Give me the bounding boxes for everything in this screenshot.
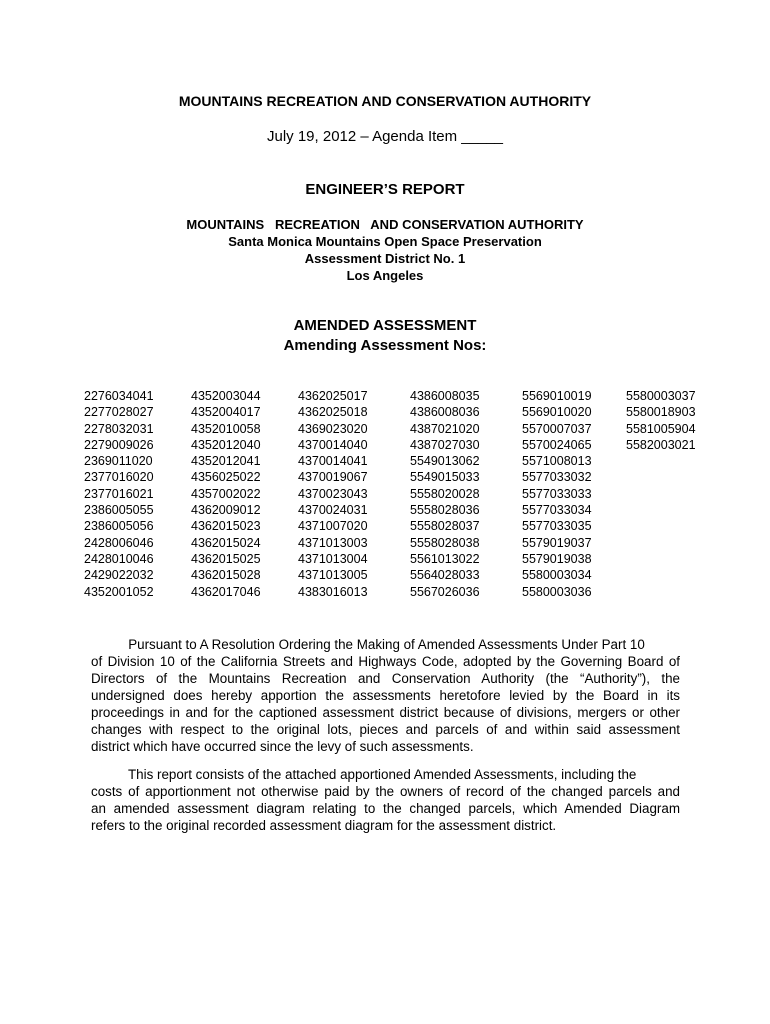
assessment-column xyxy=(410,388,480,600)
district-location-line: Los Angeles xyxy=(346,268,424,283)
assessment-number: 5570007037 xyxy=(522,421,592,436)
assessment-number: 5569010019 xyxy=(522,389,592,403)
assessment-column xyxy=(626,388,696,453)
assessment-number: 5577033035 xyxy=(522,519,592,534)
amended-assessment-heading xyxy=(0,316,770,356)
org-title: MOUNTAINS RECREATION AND CONSERVATION AUTHORITY xyxy=(178,93,592,109)
assessment-number: 5558028038 xyxy=(410,535,480,550)
assessment-number: 4352012041 xyxy=(191,454,261,469)
paragraph-line: costs of apportionment not otherwise paid by the owners of record of the changed parcels and xyxy=(91,784,680,799)
assessment-number: 4352012040 xyxy=(191,437,261,452)
assessment-number: 5549015033 xyxy=(410,470,480,485)
assessment-number: 4386008035 xyxy=(410,389,480,403)
paragraph-line: district which have occurred since the levy of such assessments. xyxy=(91,739,474,754)
assessment-number: 4362015023 xyxy=(191,519,261,534)
paragraph-line: refers to the original recorded assessment diagram for the assessment district. xyxy=(91,818,557,833)
assessment-number: 4362009012 xyxy=(191,503,261,518)
assessment-column xyxy=(191,388,261,600)
assessment-number: 5580003037 xyxy=(626,389,696,403)
assessment-column xyxy=(522,388,592,600)
assessment-number: 4371013005 xyxy=(298,568,368,583)
assessment-number: 4387027030 xyxy=(410,437,480,452)
assessment-number: 5580018903 xyxy=(626,405,696,420)
assessment-number: 5561013022 xyxy=(410,551,480,566)
assessment-number: 2377016021 xyxy=(84,486,154,501)
assessment-number: 4352003044 xyxy=(191,389,261,403)
report-title: ENGINEER’S REPORT xyxy=(305,181,465,198)
assessment-number: 4357002022 xyxy=(191,486,261,501)
assessment-number: 4356025022 xyxy=(191,470,261,485)
assessment-number: 2369011020 xyxy=(84,454,153,469)
assessment-number: 4362015028 xyxy=(191,568,261,583)
assessment-number: 2386005056 xyxy=(84,519,154,534)
assessment-number: 5569010020 xyxy=(522,405,592,420)
assessment-number: 4362025018 xyxy=(298,405,368,420)
assessment-number: 5564028033 xyxy=(410,568,480,583)
assessment-number: 2276034041 xyxy=(84,389,154,403)
assessment-number: 2386005055 xyxy=(84,503,154,518)
assessment-number: 2279009026 xyxy=(84,437,154,452)
assessment-column xyxy=(84,388,154,600)
assessment-number: 4383016013 xyxy=(298,584,368,599)
assessment-number: 4362015024 xyxy=(191,535,261,550)
assessment-number: 5558028036 xyxy=(410,503,480,518)
assessment-number: 4352001052 xyxy=(84,584,154,599)
assessment-number: 4370024031 xyxy=(298,503,368,518)
assessment-number: 4352010058 xyxy=(191,421,261,436)
district-program-line: Santa Monica Mountains Open Space Preservation xyxy=(228,234,542,249)
assessment-number: 4371013003 xyxy=(298,535,368,550)
paragraph-line: This report consists of the attached apportioned Amended Assessments, including the xyxy=(91,767,637,782)
paragraph-line: Directors of the Mountains Recreation and Conservation Authority (the “Authority”), the xyxy=(91,671,680,686)
district-info-block xyxy=(0,216,770,284)
assessment-number: 5558020028 xyxy=(410,486,480,501)
assessment-column xyxy=(298,388,368,600)
paragraph-line: undersigned does hereby apportion the assessments heretofore levied by the Board in its xyxy=(91,688,680,703)
assessment-number: 4370019067 xyxy=(298,470,368,485)
assessment-number: 5577033033 xyxy=(522,486,592,501)
assessment-number: 4371013004 xyxy=(298,551,368,566)
assessment-number: 5579019038 xyxy=(522,551,592,566)
assessment-number: 4362015025 xyxy=(191,551,261,566)
assessment-number: 5579019037 xyxy=(522,535,592,550)
assessment-number: 4387021020 xyxy=(410,421,480,436)
assessment-number: 5580003034 xyxy=(522,568,592,583)
assessment-number: 4370014041 xyxy=(298,454,368,469)
assessment-number: 2278032031 xyxy=(84,421,154,436)
assessment-number: 5567026036 xyxy=(410,584,480,599)
assessment-number: 5570024065 xyxy=(522,437,592,452)
paragraph-line: changes with respect to the original lots, pieces and parcels of and within said assessment xyxy=(91,722,680,737)
assessment-number: 4362025017 xyxy=(298,389,368,403)
assessment-number: 5549013062 xyxy=(410,454,480,469)
meeting-agenda-line: July 19, 2012 – Agenda Item _____ xyxy=(266,128,503,145)
assessment-number: 2428010046 xyxy=(84,551,154,566)
assessment-number: 2377016020 xyxy=(84,470,154,485)
district-number-line: Assessment District No. 1 xyxy=(304,251,466,266)
assessment-number: 4362017046 xyxy=(191,584,261,599)
paragraph-resolution xyxy=(91,636,680,755)
paragraph-line: of Division 10 of the California Streets and Highways Code, adopted by the Governing Board of xyxy=(91,654,680,669)
assessment-number: 4370014040 xyxy=(298,437,368,452)
assessment-number: 5580003036 xyxy=(522,584,592,599)
assessment-number: 5582003021 xyxy=(626,437,696,452)
assessment-number: 5558028037 xyxy=(410,519,480,534)
assessment-number: 2428006046 xyxy=(84,535,154,550)
paragraph-report-contents xyxy=(91,766,680,834)
paragraph-line: Pursuant to A Resolution Ordering the Making of Amended Assessments Under Part 10 xyxy=(91,637,645,652)
assessment-number: 5571008013 xyxy=(522,454,592,469)
assessment-number: 4386008036 xyxy=(410,405,480,420)
assessment-number: 5577033032 xyxy=(522,470,592,485)
amended-assessment-title: AMENDED ASSESSMENT xyxy=(293,317,477,334)
assessment-number: 2429022032 xyxy=(84,568,154,583)
assessment-number: 5577033034 xyxy=(522,503,592,518)
assessment-number: 4370023043 xyxy=(298,486,368,501)
district-org-line: MOUNTAINS RECREATION AND CONSERVATION AUTHORITY xyxy=(186,217,584,232)
assessment-number: 4352004017 xyxy=(191,405,261,420)
assessment-number: 5581005904 xyxy=(626,421,696,436)
paragraph-line: proceedings in and for the captioned assessment district because of divisions, mergers or other xyxy=(91,705,680,720)
assessment-number: 4369023020 xyxy=(298,421,368,436)
assessment-number: 2277028027 xyxy=(84,405,154,420)
amending-assessment-label: Amending Assessment Nos: xyxy=(283,337,487,354)
paragraph-line: an amended assessment diagram relating to the changed parcels, which Amended Diagram xyxy=(91,801,680,816)
assessment-number: 4371007020 xyxy=(298,519,368,534)
